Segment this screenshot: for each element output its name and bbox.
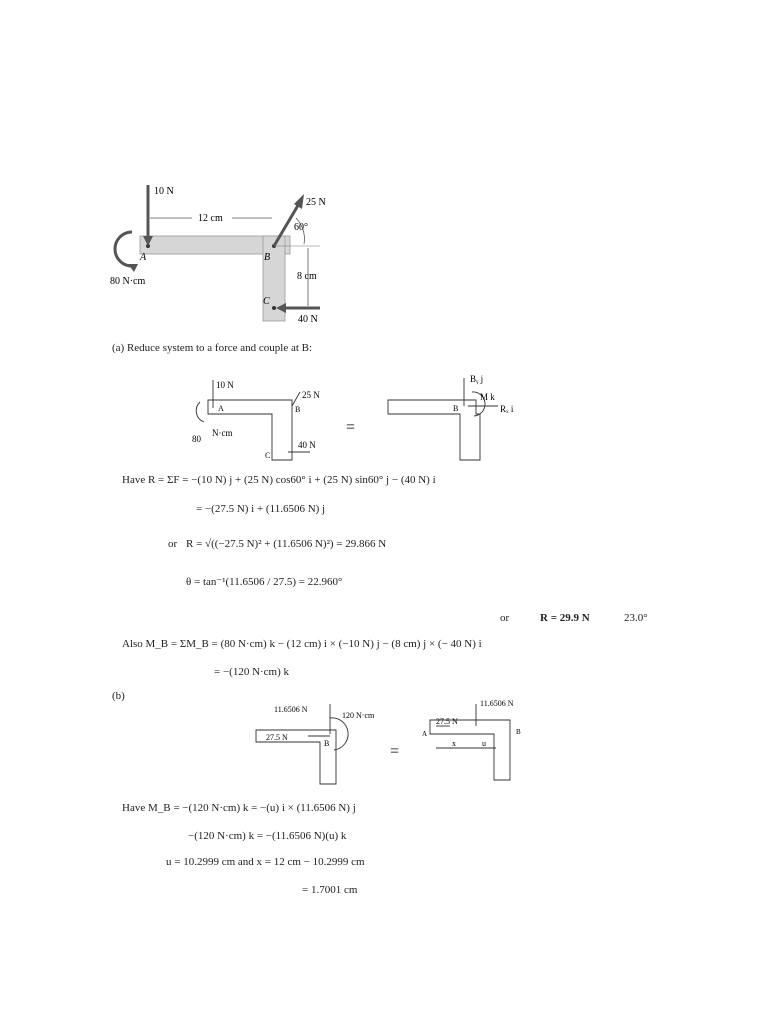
label-80ncm: 80 N·cm	[110, 276, 146, 287]
problem-figure	[110, 180, 350, 330]
svg-text:=: =	[346, 419, 356, 436]
svg-text:u: u	[482, 739, 486, 748]
label-60deg: 60°	[294, 222, 308, 233]
svg-text:Bᵧ j: Bᵧ j	[470, 374, 484, 384]
eq-moment-result: = −(120 N·cm) k	[214, 666, 290, 678]
svg-text:80: 80	[192, 434, 201, 444]
svg-text:B: B	[453, 404, 459, 413]
svg-text:B: B	[516, 728, 521, 736]
svg-text:10 N: 10 N	[216, 380, 234, 390]
svg-text:11.6506 N: 11.6506 N	[274, 705, 308, 714]
label-12cm: 12 cm	[198, 213, 223, 224]
sketch-equivalent-system-b	[250, 700, 540, 788]
answer-angle: 23.0°	[624, 612, 648, 624]
eq-angle: θ = tan⁻¹(11.6506 / 27.5) = 22.960°	[186, 576, 343, 588]
svg-text:=: =	[390, 743, 400, 760]
eq-moment-b: Have M_B = −(120 N·cm) k = −(u) i × (11.6506 N) j	[122, 802, 356, 814]
eq-magnitude: R = √((−27.5 N)² + (11.6506 N)²) = 29.866 N	[186, 538, 387, 550]
svg-text:A: A	[422, 730, 428, 738]
eq-moment: Also M_B = ΣM_B = (80 N·cm) k − (12 cm) i × (−10 N) j − (8 cm) j × (− 40 N) i	[122, 638, 482, 650]
svg-text:11.6506 N: 11.6506 N	[480, 700, 514, 708]
label-10n: 10 N	[154, 186, 174, 197]
svg-text:27.5 N: 27.5 N	[266, 733, 288, 742]
svg-text:B: B	[295, 405, 301, 414]
part-a-caption: (a) Reduce system to a force and couple at B:	[112, 342, 313, 354]
label-40n: 40 N	[298, 314, 318, 325]
svg-text:120 N·cm: 120 N·cm	[342, 711, 375, 720]
svg-text:40 N: 40 N	[298, 440, 316, 450]
svg-text:B: B	[324, 739, 330, 748]
eq-resultant: Have R = ΣF = −(10 N) j + (25 N) cos60° i + (25 N) sin60° j − (40 N) i	[122, 474, 436, 486]
svg-text:B: B	[264, 252, 271, 263]
svg-text:Rₓ i: Rₓ i	[500, 404, 514, 414]
svg-text:A: A	[140, 252, 147, 263]
svg-text:N·cm: N·cm	[212, 428, 233, 438]
answer-resultant: R = 29.9 N	[540, 612, 590, 624]
eq-u-and-x: u = 10.2999 cm and x = 12 cm − 10.2999 cm	[166, 856, 365, 868]
eq-moment-b2: −(120 N·cm) k = −(11.6506 N)(u) k	[188, 830, 347, 842]
svg-text:x: x	[452, 739, 456, 748]
answer-x: = 1.7001 cm	[302, 884, 358, 896]
eq-resultant-components: = −(27.5 N) i + (11.6506 N) j	[196, 503, 326, 515]
svg-text:C: C	[265, 451, 271, 460]
svg-text:25 N: 25 N	[302, 390, 320, 400]
label-25n: 25 N	[306, 197, 326, 208]
label-8cm: 8 cm	[297, 271, 317, 282]
svg-text:A: A	[218, 404, 224, 413]
svg-text:C: C	[263, 296, 270, 307]
svg-text:27.5 N: 27.5 N	[436, 717, 458, 726]
sketch-equivalent-system-a	[180, 372, 540, 462]
part-b-caption: (b)	[112, 690, 125, 702]
svg-text:M k: M k	[480, 392, 495, 402]
